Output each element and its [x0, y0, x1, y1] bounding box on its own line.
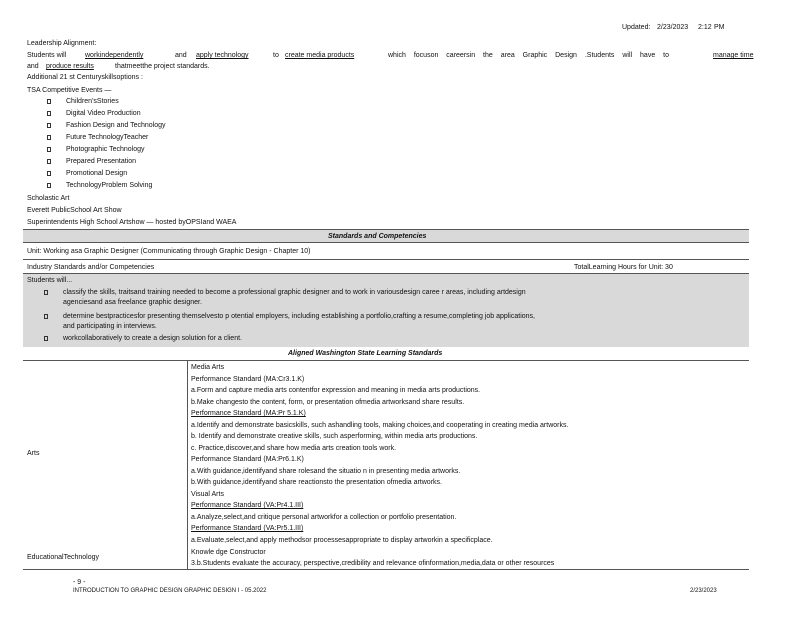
- arts-standard-line: Performance Standard (MA:Pr 5.1.K): [191, 410, 306, 417]
- leadership-text-2a: and: [27, 63, 39, 70]
- arts-standard-line: Visual Arts: [191, 490, 224, 498]
- objective-item-cont: agenciesand asa freelance graphic designer.: [63, 299, 202, 306]
- bullet-icon: [47, 99, 51, 104]
- column-divider: [187, 361, 188, 569]
- tsa-event: Photographic Technology: [66, 146, 145, 153]
- arts-label: Arts: [27, 450, 40, 457]
- divider: [23, 360, 749, 361]
- objective-item: classify the skills, traitsand training needed to become a professional graphic designer and to work in variousdesign caree r areas, including artdesign: [63, 289, 526, 296]
- edtech-standard: 3.b.Students evaluate the accuracy, perspective,credibility and relevance ofinformation,media,data or other resources: [191, 560, 555, 567]
- divider: [23, 259, 749, 260]
- edtech-label: EducationalTechnology: [27, 554, 99, 561]
- arts-standard-line: b. Identify and demonstrate creative skills, such asperforming, within media arts productions.: [191, 433, 478, 440]
- objective-item-cont: and participating in interviews.: [63, 323, 157, 330]
- arts-standard-line: a.Evaluate,select,and apply methodsor processesappropriate to display artworkin a specificplace.: [191, 536, 493, 544]
- updated-ampm: PM: [714, 24, 725, 31]
- bullet-icon: [47, 135, 51, 140]
- updated-date: 2/23/2023: [657, 24, 689, 31]
- bullet-icon: [47, 111, 51, 116]
- century-skills: Additional 21 st Centuryskillsoptions :: [27, 74, 143, 81]
- divider: [23, 242, 749, 243]
- arts-standard-line: Media Arts: [191, 364, 225, 371]
- objective-item: determine bestpracticesfor presenting themselvesto p otential employers, including establishing a portfolio,crafting a resume,completing job applications,: [63, 313, 535, 320]
- bullet-icon: [47, 183, 51, 188]
- tsa-event: Fashion Design and Technology: [66, 122, 166, 129]
- footer-course: INTRODUCTION TO GRAPHIC DESIGN GRAPHIC DESIGN I - 05.2022: [73, 588, 267, 594]
- divider: [23, 569, 749, 570]
- tsa-heading: TSA Competitive Events —: [27, 87, 112, 94]
- arts-standard-line: Performance Standard (MA:Cr3.1.K): [191, 375, 305, 383]
- arts-standard-line: Performance Standard (VA:Pr4.1.III): [191, 502, 304, 509]
- arts-standard-line: Performance Standard (VA:Pr5.1.III): [191, 525, 304, 532]
- arts-standard-line: Performance Standard (MA:Pr6.1.K): [191, 456, 304, 463]
- leadership-text-1b: workindependently: [85, 52, 144, 59]
- unit-line: Unit: Working asa Graphic Designer (Communicating through Graphic Design - Chapter 10): [27, 248, 311, 255]
- arts-standard-line: a.Analyze,select,and critique personal artworkfor a collection or portfolio presentation.: [191, 513, 457, 521]
- footer-date: 2/23/2023: [690, 588, 717, 594]
- bullet-icon: [44, 290, 48, 295]
- leadership-heading: Leadership Alignment:: [27, 40, 97, 47]
- divider: [23, 543, 187, 544]
- updated-time: 2:12: [698, 24, 712, 31]
- leadership-text-1e: to: [273, 52, 279, 59]
- updated-label: Updated:: [622, 24, 651, 31]
- leadership-text-1g: which focuson careersin the area Graphic Design .Students will have to: [388, 52, 670, 59]
- bullet-icon: [47, 123, 51, 128]
- arts-standard-line: a.Form and capture media arts contentfor expression and meaning in media arts productions.: [191, 387, 481, 394]
- tsa-event: Children'sStories: [66, 98, 119, 105]
- leadership-text-2c: thatmeetthe project standards.: [115, 63, 210, 70]
- leadership-text-1f: create media products: [285, 52, 355, 59]
- arts-standard-line: b.Make changesto the content, form, or presentation ofmedia artworksand share results.: [191, 398, 465, 406]
- arts-standard-line: a.With guidance,identifyand share rolesand the situatio n in presenting media artworks.: [191, 467, 461, 475]
- scholastic-line-2: Everett PublicSchool Art Show: [27, 207, 122, 214]
- page-number: - 9 -: [73, 579, 86, 586]
- bullet-icon: [44, 336, 48, 341]
- arts-standard-line: a.Identify and demonstrate basicskills, such ashandling tools, making choices,and cooperating in creating media artworks.: [191, 421, 569, 429]
- arts-standard-line: b.With guidance,identifyand share reactionsto the presentation ofmedia artworks.: [191, 479, 442, 486]
- bullet-icon: [47, 147, 51, 152]
- leadership-text-1c: and: [175, 52, 187, 59]
- bullet-icon: [47, 159, 51, 164]
- arts-standard-line: c. Practice,discover,and share how media arts creation tools work.: [191, 444, 397, 452]
- objective-item: workcollaboratively to create a design solution for a client.: [63, 335, 242, 342]
- tsa-event: TechnologyProblem Solving: [66, 182, 153, 189]
- students-will: Students will...: [27, 277, 73, 284]
- tsa-event: Promotional Design: [66, 170, 128, 177]
- leadership-text-2b: produce results: [46, 63, 94, 70]
- bullet-icon: [47, 171, 51, 176]
- scholastic-line-3: Superintendents High School Artshow — hosted byOPSIand WAEA: [27, 219, 237, 226]
- aligned-standards-title: Aligned Washington State Learning Standards: [288, 350, 443, 357]
- scholastic-line-1: Scholastic Art: [27, 195, 70, 202]
- total-learning-hours: TotalLearning Hours for Unit: 30: [574, 264, 673, 271]
- tsa-event: Prepared Presentation: [66, 158, 137, 165]
- tsa-event: Digital Video Production: [66, 110, 141, 117]
- standards-title: Standards and Competencies: [328, 233, 427, 240]
- leadership-text-1h: manage time: [713, 52, 754, 59]
- edtech-heading: Knowle dge Constructor: [191, 549, 266, 556]
- industry-standards-label: Industry Standards and/or Competencies: [27, 264, 155, 271]
- leadership-text-1d: apply technology: [196, 52, 249, 59]
- bullet-icon: [44, 314, 48, 319]
- leadership-text-1a: Students will: [27, 52, 67, 59]
- tsa-event: Future TechnologyTeacher: [66, 134, 149, 141]
